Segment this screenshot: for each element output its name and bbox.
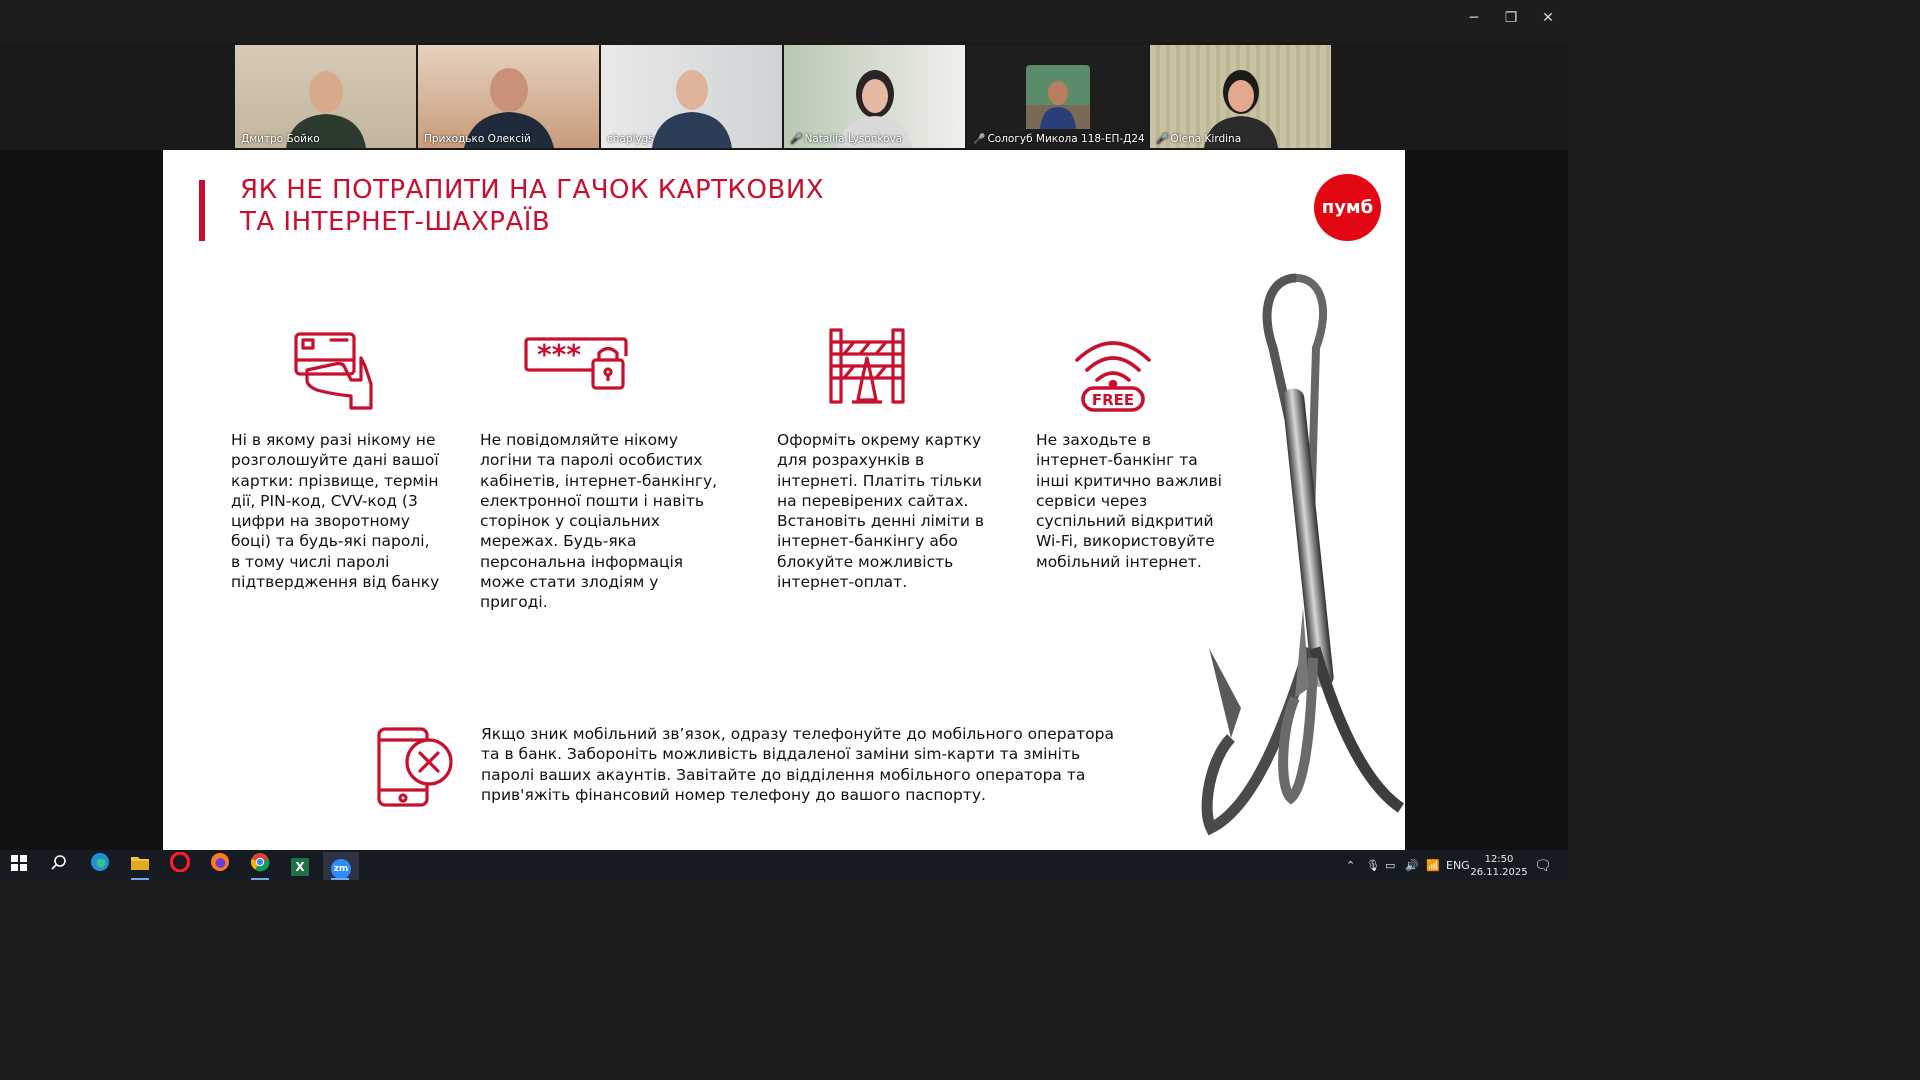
windows-start-icon[interactable]	[2, 852, 36, 880]
participant-avatar	[1026, 65, 1090, 129]
file-explorer-icon[interactable]	[123, 852, 157, 880]
participant-name: Nataliia Lysonkova	[804, 133, 903, 145]
card-in-hand-icon	[293, 330, 375, 412]
search-icon[interactable]	[42, 852, 76, 880]
clock-time: 12:50	[1484, 854, 1514, 865]
zoom-icon[interactable]	[323, 852, 359, 880]
microphone-icon[interactable]: 🎙	[1366, 859, 1380, 872]
excel-icon[interactable]	[283, 852, 317, 880]
barrier-icon	[828, 326, 906, 406]
language-indicator[interactable]: ENG	[1446, 859, 1470, 872]
tip-separate-card: Оформіть окрему картку для розрахунків в інтернеті. Платіть тільки на перевірених сайтах. Встановіть денні ліміти в інтернет-банкінгу або блокуйте можливість інтернет-оплат.	[777, 431, 984, 592]
battery-icon[interactable]: ▭	[1385, 859, 1396, 872]
password-lock-icon	[523, 336, 629, 392]
phone-blocked-icon	[375, 726, 455, 808]
participant-tile[interactable]	[784, 45, 965, 148]
muted-mic-icon: 🎤	[973, 134, 986, 145]
tip-passwords: Не повідомляйте нікому логіни та паролі особистих кабінетів, інтернет-банкінгу, електронної пошти і навіть сторінок у соціальних мережах. Будь-яка персональна інформація може стати злодіям у пригоді.	[480, 431, 718, 612]
participant-tile[interactable]	[1150, 45, 1331, 148]
tip-mobile-connection: Якщо зник мобільний зв’язок, одразу телефонуйте до мобільного оператора та в банк. Забороніть можливість віддаленої заміни sim-карти та змініть паролі ваших акаунтів. Завітайте до відділення мобільного оператора та прив'яжіть фінансовий номер телефону до вашого паспорту.	[481, 725, 1114, 804]
participant-name: Olena Kirdina	[1170, 133, 1242, 145]
participant-tile-active-speaker[interactable]	[601, 45, 782, 148]
volume-icon[interactable]: 🔊	[1405, 859, 1419, 872]
participant-name: chaplygs	[607, 133, 654, 145]
free-wifi-icon	[1073, 332, 1153, 414]
muted-mic-icon: 🎤	[790, 134, 803, 145]
participant-tile[interactable]	[967, 45, 1148, 148]
excel-label: X	[291, 858, 309, 876]
free-wifi-text: FREE	[1091, 391, 1135, 409]
shared-slide	[163, 150, 1405, 850]
participant-name: Сологуб Микола 118-ЕП-Д24	[987, 133, 1145, 145]
window-titlebar	[0, 0, 1568, 42]
firefox-icon[interactable]	[203, 852, 237, 880]
participant-tile[interactable]	[418, 45, 599, 148]
participant-tile[interactable]	[235, 45, 416, 148]
restore-button[interactable]: ❐	[1504, 10, 1518, 26]
notification-icon[interactable]: 🗨	[1534, 858, 1552, 874]
tip-card-data: Ні в якому разі нікому не розголошуйте дані вашої картки: прізвище, термін дії, PIN-код, CVV-код (3 цифри на зворотному боці) та будь-які паролі, в тому числі паролі підтвердження від банку	[231, 431, 440, 592]
muted-mic-icon: 🎤	[1156, 134, 1169, 145]
clock-date: 26.11.2025	[1470, 867, 1528, 878]
tip-public-wifi: Не заходьте в інтернет-банкінг та інші критично важливі сервіси через суспільний відкритий Wi-Fi, використовуйте мобільний інтернет.	[1036, 431, 1222, 571]
password-text: ***	[537, 338, 581, 371]
title-accent-bar	[199, 180, 205, 241]
wifi-icon[interactable]: 📶	[1426, 859, 1440, 872]
close-button[interactable]: ✕	[1542, 10, 1554, 26]
edge-icon[interactable]	[83, 852, 117, 880]
participant-name: Приходько Олексій	[424, 133, 531, 145]
zoom-label: zm	[331, 859, 351, 879]
opera-icon[interactable]	[163, 852, 197, 880]
clock[interactable]	[1470, 853, 1528, 879]
participant-name: Дмитро Бойко	[241, 133, 320, 145]
minimize-button[interactable]: ─	[1469, 10, 1479, 26]
share-letterbox-left	[0, 150, 163, 850]
taskbar	[0, 850, 1568, 882]
participant-gallery	[0, 42, 1568, 150]
pumb-logo: пумб	[1314, 174, 1381, 241]
slide-title: ЯК НЕ ПОТРАПИТИ НА ГАЧОК КАРТКОВИХ ТА ІНТЕРНЕТ-ШАХРАЇВ	[240, 175, 825, 237]
chevron-up-icon[interactable]: ⌃	[1346, 859, 1356, 872]
chrome-icon[interactable]	[243, 852, 277, 880]
participant-video	[647, 58, 737, 148]
share-letterbox-right	[1405, 150, 1568, 850]
